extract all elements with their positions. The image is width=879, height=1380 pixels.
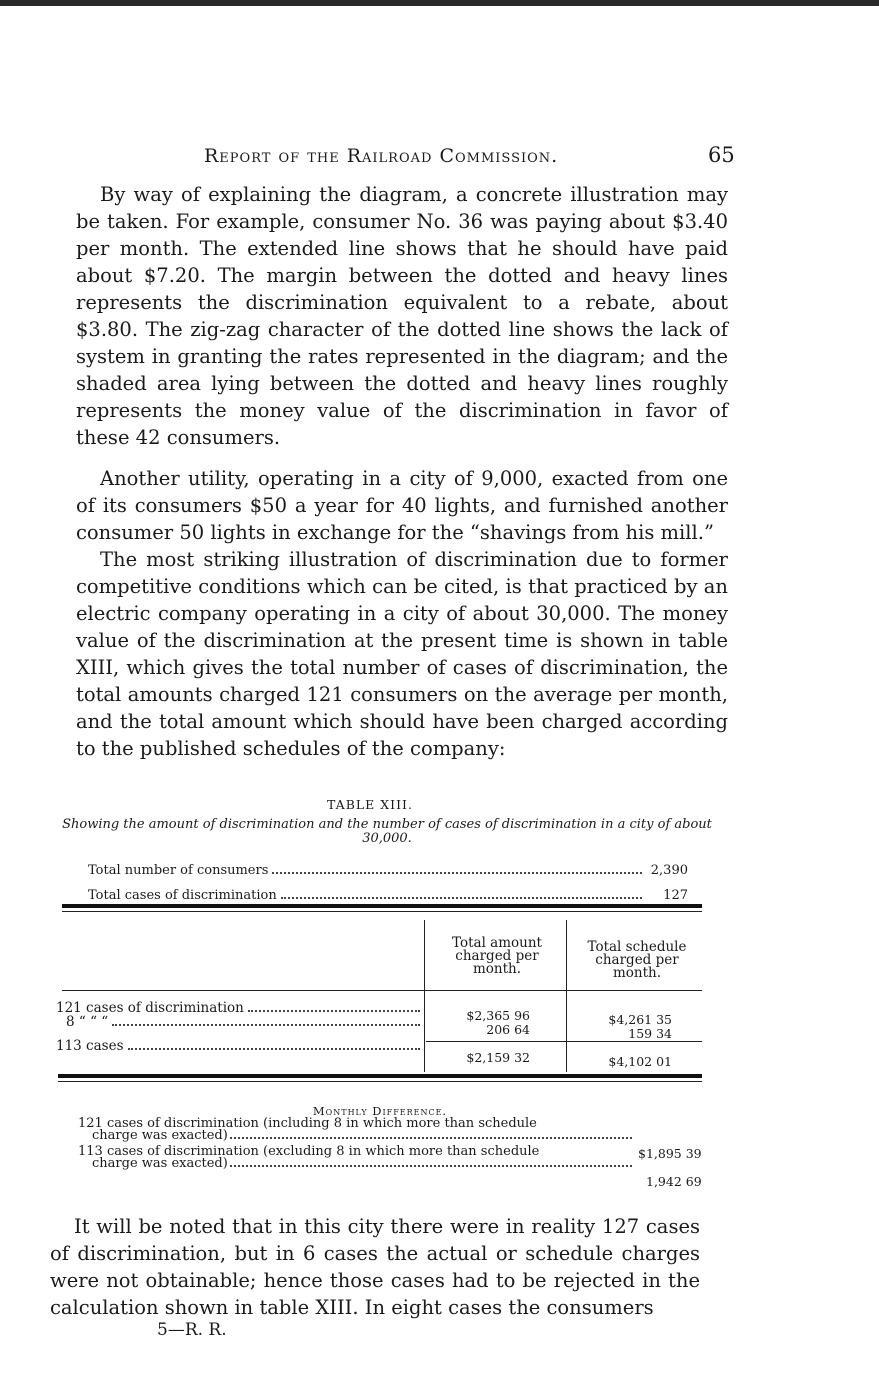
leader-dots: [230, 1165, 632, 1167]
signature-mark: 5—R. R.: [157, 1320, 227, 1340]
summary-value: 2,390: [650, 863, 688, 878]
row-label-text: 113 cases: [56, 1038, 124, 1054]
paragraph-3-text: The most striking illustration of discrimination due to former competitive conditions which can be cited, is that practiced by an electric company operating in a city of about 30,000. The money value of the discrimination at the present time is shown in table XIII, which gives the total number of cases of discrimination, the total amounts charged 121 consumers on the average per month, and the total amount which should have been charged according to the published schedules of the company:: [76, 548, 728, 760]
paragraph-2: [76, 465, 728, 546]
leader-dots: [281, 897, 642, 899]
page-number: 65: [708, 143, 735, 167]
table-row-8-label: [66, 1014, 422, 1030]
summary-label: Total cases of discrimination: [88, 888, 277, 903]
row-label-text: 8 “ “ “: [66, 1014, 109, 1030]
md-line1: 121 cases of discrimination (including 8 in which more than schedule: [78, 1116, 537, 1131]
leader-dots: [112, 1024, 420, 1026]
cell-schedule-113: $4,102 01: [608, 1054, 672, 1069]
summary-row-cases: [88, 879, 688, 902]
scan-edge-line: [0, 0, 879, 6]
table-top-rule-thin: [62, 911, 702, 912]
md-value-113: 1,942 69: [646, 1174, 702, 1189]
leader-dots: [128, 1048, 420, 1050]
monthly-difference-item-113: [78, 1146, 634, 1170]
table-bottom-rule-thin: [58, 1081, 702, 1082]
cell-schedule-8: 159 34: [628, 1026, 672, 1041]
paragraph-3: [76, 546, 728, 762]
table-top-rule: [62, 904, 702, 908]
summary-value: 127: [663, 888, 688, 903]
cell-charged-8: 206 64: [486, 1022, 530, 1037]
column-header-charged: Total amount charged per month.: [452, 935, 542, 977]
md-line2: charge was exacted): [92, 1156, 228, 1171]
row-label-text: 121 cases of discrimination: [56, 1000, 244, 1016]
monthly-difference-title: Monthly Difference.: [312, 1104, 448, 1118]
leader-dots: [272, 872, 642, 874]
cell-charged-121: $2,365 96: [466, 1008, 530, 1023]
md-value-121: $1,895 39: [638, 1146, 702, 1161]
subtotal-rule: [426, 1041, 702, 1042]
closing-paragraph: [50, 1213, 700, 1321]
leader-dots: [230, 1137, 632, 1139]
closing-paragraph-text: It will be noted that in this city there were in reality 127 cases of discrimination, but in 6 cases the actual or schedule charges were not obtainable; hence those cases had to be rejected in the calculation shown in table XIII. In eight cases the consumers: [50, 1215, 700, 1319]
column-header-schedule: Total schedule charged per month.: [587, 939, 687, 981]
summary-row-consumers: [88, 864, 688, 877]
table-bottom-rule: [58, 1074, 702, 1078]
md-line1: 113 cases of discrimination (excluding 8 in which more than schedule: [78, 1144, 540, 1159]
paragraph-1: [76, 181, 728, 451]
leader-dots: [248, 1010, 420, 1012]
table-caption: Showing the amount of discrimination and the number of cases of discrimination in a city of about 30,000.: [62, 817, 712, 846]
column-divider-1: [424, 920, 425, 1072]
table-title: TABLE XIII.: [327, 797, 413, 812]
table-row-113-label: [56, 1038, 422, 1054]
running-header: Report of the Railroad Commission.: [204, 145, 559, 167]
header-rule: [62, 990, 702, 991]
md-line2: charge was exacted): [92, 1128, 228, 1143]
monthly-difference-item-121: [78, 1118, 634, 1142]
summary-label: Total number of consumers: [88, 863, 269, 878]
paragraph-1-text: By way of explaining the diagram, a concrete illustration may be taken. For example, consumer No. 36 was paying about $3.40 per month. The extended line shows that he should have paid about $7.20. The margin between the dotted and heavy lines represents the discrimination equivalent to a rebate, about $3.80. The zig-zag character of the dotted line shows the lack of system in granting the rates represented in the diagram; and the shaded area lying between the dotted and heavy lines roughly represents the money value of the discrimination in favor of these 42 consumers.: [76, 183, 728, 449]
cell-charged-113: $2,159 32: [466, 1050, 530, 1065]
paragraph-2-text: Another utility, operating in a city of 9,000, exacted from one of its consumers $50 a year for 40 lights, and furnished another consumer 50 lights in exchange for the “shavings from his mill.”: [76, 467, 728, 544]
column-divider-2: [566, 920, 567, 1072]
cell-schedule-121: $4,261 35: [608, 1012, 672, 1027]
